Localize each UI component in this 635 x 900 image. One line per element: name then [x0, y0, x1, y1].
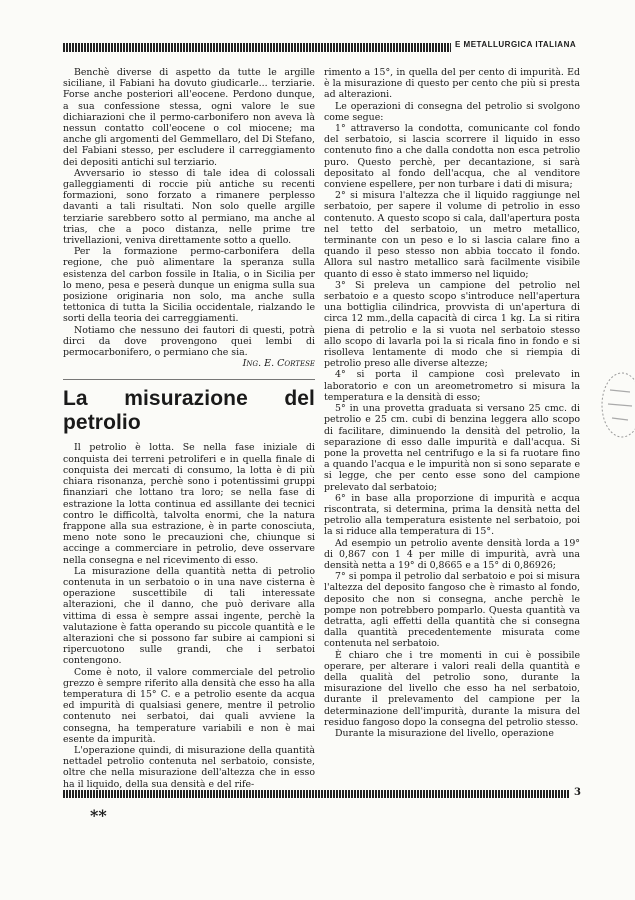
- paragraph: 6° in base alla proporzione di impurità e acqua riscontrata, si determina, prima la densità netta del petrolio alla temperatura esistente nel serbatoio, poi la si riduce alla temperatura di 15°.: [324, 492, 580, 538]
- author-signature: Ing. E. Cortese: [242, 358, 315, 370]
- paragraph: Benchè diverse di aspetto da tutte le argille siciliane, il Fabiani ha dovuto giudicarle... terziarie. Forse anche posteriori all'eocene. Perdono dunque, a sua confessione stessa, ogni valore le sue dichiarazioni che il permo-carbonifero non aveva là nessun contatto coll'eocene o col miocene; ma anche gli argomenti del Gemmellaro, del Di Stefano, del Fabiani stesso, per escludere il carreggiamento dei depositi antichi sul terziario.: [63, 67, 315, 168]
- page-number: 3: [574, 787, 581, 798]
- paragraph: 3° Si preleva un campione del petrolio nel serbatoio e a questo scopo s'introduce nell'apertura una bottiglia cilindrica, provvista di un'apertura di circa 12 mm.,della capacità di circa 1 kg. La si ritira piena di petrolio e la si vuota nel serbatoio stesso allo scopo di lavarla poi la si ricala fino in fondo e si risolleva lentamente di modo che si riempia di petrolio preso alle diverse altezze;: [324, 279, 580, 370]
- paragraph: Come è noto, il valore commerciale del petrolio grezzo è sempre riferito alla densità che esso ha alla temperatura di 15° C. e a petrolio esente da acqua ed impurità di qualsiasi genere, mentre il petrolio contenuto nei serbatoi, dai quali avviene la consegna, ha temperature variabili e non è mai esente da impurità.: [63, 666, 315, 745]
- header-rule: [63, 43, 451, 52]
- paragraph: 2° si misura l'altezza che il liquido raggiunge nel serbatoio, per sapere il volume di petrolio in esso contenuto. A questo scopo si cala, dall'apertura posta nel tetto del serbatoio, un metro metallico, terminante con un peso e lo si lascia calare fino a quando il peso stesso non abbia toccato il fondo. Allora sul nastro metallico sarà facilmente visibile quanto di esso è stato immerso nel liquido;: [324, 190, 580, 280]
- paragraph: Le operazioni di consegna del petrolio si svolgono come segue:: [324, 100, 580, 123]
- article-title: La misurazione del petrolio: [63, 387, 315, 435]
- paragraph: Notiamo che nessuno dei fautori di questi, potrà dirci da dove provengono quei lembi di permocarbonifero, o permiano che sia.: [63, 324, 315, 359]
- footer-mark: **: [90, 806, 107, 825]
- paragraph: 7° si pompa il petrolio dal serbatoio e poi si misura l'altezza del deposito fangoso che è rimasto al fondo, deposito che non si consegna, anche perchè le pompe non potrebbero pomparlo. Questa quantità va detratta, agli effetti della quantità che si consegna dalla quantità precedentemente misurata come contenuta nel serbatoio.: [324, 571, 580, 650]
- paragraph: Il petrolio è lotta. Se nella fase iniziale di conquista dei terreni petroliferi e in quella finale di conquista dei mercati di consumo, la lotta è di più chiara risonanza, perchè sono i potentissimi gruppi finanziari che lottano tra loro; se nella fase di estrazione la lotta continua ed assillante dei tecnici contro le difficoltà, talvolta enormi, che la natura frappone alla sua estrazione, è in parte conosciuta, meno note sono le precauzioni che, chiunque si accinge a commerciare in petrolio, deve osservare nella consegna e nel ricevimento di esso.: [63, 442, 315, 566]
- paragraph: Per la formazione permo-carbonifera della regione, che può alimentare la speranza sulla esistenza del carbon fossile in Italia, o in Sicilia per lo meno, pesa e peserà dunque un enigma sulla sua posizione originaria non solo, ma anche sulla tettonica di tutta la Sicilia occidentale, rialzando le sorti della teoria dei carreggiamenti.: [63, 246, 315, 325]
- right-column: [324, 67, 580, 739]
- paragraph: rimento a 15°, in quella del per cento di impurità. Ed è la misurazione di questo per cento che più si presta ad alterazioni.: [324, 67, 580, 101]
- paragraph: La misurazione della quantità netta di petrolio contenuta in un serbatoio o in una nave cisterna è operazione suscettibile di tali interessate alterazioni, che il danno, che può derivare alla vittima di essa è sempre assai ingente, perchè la valutazione è fatta operando su piccole quantità e le alterazioni che si possono far subire ai campioni si ripercuotono sulle grandi, che i serbatoi contengono.: [63, 565, 315, 667]
- paragraph: Avversario io stesso di tale idea di colossali galleggiamenti di roccie più antiche su recenti formazioni, sono forzato a rimanere perplesso davanti a tali risultati. Non solo quelle argille terziarie sarebbero sotto al permiano, ma anche al trias, che a poco distanza, nelle prime tre trivellazioni, veniva direttamente sotto a quello.: [63, 167, 315, 247]
- paragraph: 1° attraverso la condotta, comunicante col fondo del serbatoio, si lascia scorrere il liquido in esso contenuto fino a che dalla condotta non esca petrolio puro. Questo perchè, per decantazione, si sarà depositato al fondo dell'acqua, che al venditore conviene espellere, per non turbare i dati di misura;: [324, 123, 580, 191]
- footer-rule: [63, 790, 569, 798]
- paragraph: 5° in una provetta graduata si versano 25 cmc. di petrolio e 25 cm. cubi di benzina leggera allo scopo di facilitare, diminuendo la densità del petrolio, la separazione di esso dalle impurità e dall'acqua. Si pone la provetta nel centrifugo e la si fa ruotare fino a quando l'acqua e le impurità non si sono separate e si legge, che per cento esse sono del campione prelevato dal serbatoio;: [324, 403, 580, 493]
- section-divider: [63, 379, 315, 380]
- journal-title: E METALLURGICA ITALIANA: [455, 40, 577, 49]
- paragraph: Ad esempio un petrolio avente densità lorda a 19° di 0,867 con 1 4 per mille di impurità, avrà una densità netta a 19° di 0,8665 e a 15° di 0,86926;: [324, 537, 580, 571]
- paragraph: Durante la misurazione del livello, operazione: [335, 727, 554, 739]
- paragraph: 4° si porta il campione così prelevato in laboratorio e con un areometrometro si misura la temperatura e la densità di esso;: [324, 369, 580, 403]
- library-stamp-icon: [600, 370, 635, 440]
- left-column: [63, 67, 315, 790]
- paragraph: L'operazione quindi, di misurazione della quantità nettadel petrolio contenuta nel serbatoio, consiste, oltre che nella misurazione dell'altezza che in esso ha il liquido, della sua densità e del rife-: [63, 744, 315, 790]
- paragraph: È chiaro che i tre momenti in cui è possibile operare, per alterare i valori reali della quantità e della qualità del petrolio sono, durante la misurazione del livello che esso ha nel serbatoio, durante il prelevamento del campione per la determinazione dell'impurità, durante la misura del residuo fangoso dopo la consegna del petrolio stesso.: [324, 649, 580, 728]
